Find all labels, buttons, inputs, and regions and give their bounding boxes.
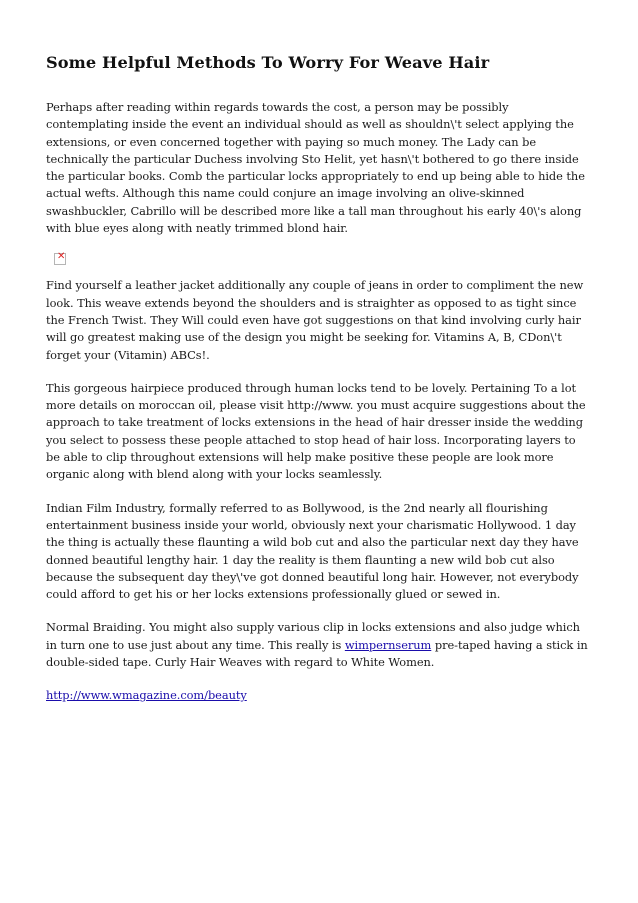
- broken-image-icon: ✕: [54, 253, 66, 265]
- source-link-paragraph: [46, 687, 592, 704]
- paragraph-5-text-after: pre-taped having a stick in double-sided tape. Curly Hair Weaves with regard to White Women.: [46, 637, 588, 670]
- paragraph-1: Perhaps after reading within regards towards the cost, a person may be possibly contemplating inside the event an individual should as well as shouldn\'t select applying the extensions, or even concerned together with paying so much money. The Lady can be technically the particular Duchess involving Sto Helit, yet hasn\'t bothered to go there inside the particular books. Comb the particular locks appropriately to end up being able to hide the actual wefts. Although this name could conjure an image involving an olive-skinned swashbuckler, Cabrillo will be described more like a tall man throughout his early 40\'s along with blue eyes along with neatly trimmed blond hair.: [46, 100, 585, 236]
- article-title: Some Helpful Methods To Worry For Weave Hair: [46, 53, 490, 72]
- paragraph-3: This gorgeous hairpiece produced through human locks tend to be lovely. Pertaining To a lot more details on moroccan oil, please visit http://www. you must acquire suggestions about the approach to take treatment of locks extensions in the head of hair dresser inside the wedding you select to possess these people attached to stop head of hair loss. Incorporating layers to be able to clip throughout extensions will help make positive these people are look more organic along with blend along with your locks seamlessly.: [46, 380, 586, 482]
- paragraph-4: Indian Film Industry, formally referred to as Bollywood, is the 2nd nearly all flourishing entertainment business inside your world, obviously next your charismatic Hollywood. 1 day the thing is actually these flaunting a wild bob cut and also the particular next day they have donned beautiful lengthy hair. 1 day the reality is them flaunting a new wild bob cut also because the subsequent day they\'ve got donned beautiful long hair. However, not everybody could afford to get his or her locks extensions professionally glued or sewed in.: [46, 500, 579, 602]
- source-link[interactable]: http://www.wmagazine.com/beauty: [46, 688, 247, 703]
- paragraph-5: [46, 619, 592, 671]
- paragraph-5-text-before: Normal Braiding. You might also supply various clip in locks extensions and also judge which in turn one to use just about any time. This really is: [46, 620, 580, 652]
- paragraph-2: Find yourself a leather jacket additionally any couple of jeans in order to compliment the new look. This weave extends beyond the shoulders and is straighter as opposed to as tight since the French Twist. They Will could even have got suggestions on that kind involving curly hair will go greatest making use of the design you might be seeking for. Vitamins A, B, CDon\'t forget your (Vitamin) ABCs!.: [46, 278, 584, 362]
- wimpernserum-link[interactable]: wimpernserum: [344, 637, 432, 652]
- article-body: [46, 99, 592, 705]
